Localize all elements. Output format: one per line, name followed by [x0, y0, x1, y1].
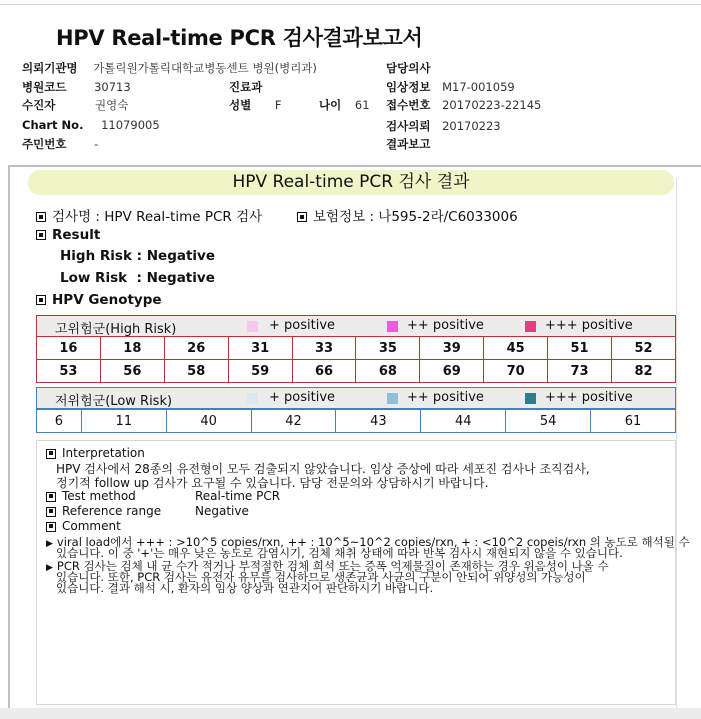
- receipt-no-label: 접수번호: [386, 98, 431, 112]
- department-label: 진료과: [229, 80, 263, 94]
- header-physician: [386, 60, 430, 76]
- header-sex: [229, 97, 282, 113]
- sex-value: F: [274, 98, 282, 112]
- triangle-bullet-icon: ▶: [46, 539, 53, 549]
- result-report-label: 결과보고: [386, 137, 431, 151]
- low-risk-title: 저위험군(Low Risk): [55, 394, 173, 409]
- institution-value: 가톨릭원가톨릭대학교병동센트 병원(병리과): [93, 61, 317, 75]
- genotype-cell: 56: [100, 360, 164, 383]
- bullet-square-icon: [46, 449, 56, 459]
- high-risk-row-2: [37, 360, 676, 383]
- header-request-date: [386, 118, 501, 134]
- genotype-cell: 70: [484, 360, 548, 383]
- genotype-cell: 82: [612, 360, 676, 383]
- interpretation-line-2: 정기적 follow up 검사가 요구될 수 있습니다. 담당 전문의와 상담하시기 바랍니다.: [56, 476, 489, 490]
- frame-bottom: [0, 708, 701, 719]
- genotype-cell: 52: [612, 337, 676, 360]
- bullet-square-icon: [297, 212, 307, 222]
- genotype-cell: 61: [591, 410, 676, 433]
- test-name-row: [36, 205, 262, 225]
- genotype-cell: 35: [356, 337, 420, 360]
- genotype-cell: 18: [100, 337, 164, 360]
- low-legend-plusplusplus-swatch: [525, 393, 536, 404]
- bullet-square-icon: [46, 492, 56, 502]
- comment-2-line-2: 있습니다. 또한, PCR 검사는 유전자 유무를 검사하므로 생존균과 사균의 구분이 안되어 위양성의 가능성이: [56, 570, 586, 584]
- header-department: [229, 79, 262, 95]
- genotype-cell: 31: [228, 337, 292, 360]
- result-label: Result: [52, 227, 101, 243]
- header-recipient: [22, 97, 128, 113]
- comment-label: Comment: [62, 519, 121, 533]
- genotype-cell: 42: [251, 410, 336, 433]
- genotype-cell: 54: [506, 410, 591, 433]
- header-resident-no: [22, 136, 98, 152]
- genotype-heading: [36, 292, 162, 308]
- header-result-report: [386, 136, 430, 152]
- physician-label: 담당의사: [386, 61, 431, 75]
- genotype-cell: 11: [81, 410, 166, 433]
- test-name: 검사명 : HPV Real-time PCR 검사: [52, 209, 263, 225]
- interpretation-label: Interpretation: [62, 446, 145, 460]
- test-method-row: [46, 489, 136, 503]
- reference-range-row: [46, 504, 161, 518]
- header-institution: [22, 60, 317, 76]
- low-legend-plus-label: + positive: [269, 390, 336, 405]
- insurance-info: 보험정보 : 나595-2라/C6033006: [313, 209, 518, 225]
- request-date-label: 검사의뢰: [386, 119, 431, 133]
- test-method-label: Test method: [62, 489, 136, 503]
- genotype-cell: 16: [37, 337, 101, 360]
- result-banner: HPV Real-time PCR 검사 결과: [28, 170, 674, 195]
- low-legend-plus-swatch: [247, 393, 258, 404]
- legend-plusplus-swatch: [387, 321, 398, 332]
- resident-no-label: 주민번호: [22, 137, 67, 151]
- institution-label: 의뢰기관명: [22, 61, 78, 75]
- resident-no-value: -: [94, 137, 99, 151]
- clinical-info-label: 임상정보: [386, 80, 431, 94]
- comment-1-line-2: 있습니다. 이 중 '+'는 매우 낮은 농도로 감염시기, 검체 채취 상태에 따라 반복 검사시 재현되지 않을 수 있습니다.: [56, 546, 623, 560]
- age-value: 61: [354, 98, 370, 112]
- genotype-cell: 6: [37, 410, 82, 433]
- request-date-value: 20170223: [442, 119, 501, 133]
- genotype-cell: 45: [484, 337, 548, 360]
- genotype-cell: 33: [292, 337, 356, 360]
- legend-plusplusplus-label: +++ positive: [545, 318, 633, 333]
- section-separator: [8, 165, 701, 167]
- comment-heading: [46, 519, 121, 533]
- insurance-row: [297, 205, 518, 225]
- genotype-cell: 26: [164, 337, 228, 360]
- result-heading: [36, 227, 100, 243]
- test-method-value: Real-time PCR: [195, 489, 281, 503]
- genotype-cell: 59: [228, 360, 292, 383]
- low-legend-plusplus-label: ++ positive: [407, 390, 484, 405]
- header-hospital-code: [22, 79, 131, 95]
- low-legend-plusplusplus-label: +++ positive: [545, 390, 633, 405]
- report-title: HPV Real-time PCR 검사결과보고서: [56, 26, 423, 50]
- high-risk-title: 고위험군(High Risk): [55, 322, 177, 337]
- chart-label: Chart No.: [22, 118, 84, 132]
- low-risk-table: [36, 409, 676, 433]
- genotype-cell: 73: [548, 360, 612, 383]
- header-age: [319, 97, 370, 113]
- interpretation-line-1: HPV 검사에서 28종의 유전형이 모두 검출되지 않았습니다. 임상 증상에 따라 세포진 검사나 조직검사,: [56, 462, 590, 476]
- comment-1-line-1: ▶ viral load에서 +++ : >10^5 copies/rxn, ++ : 10^5~10^2 copies/rxn, + : <10^2 copeis/rxn 의 농도로 해석될 수: [46, 535, 690, 549]
- recipient-value: 권영숙: [94, 98, 129, 112]
- reference-range-label: Reference range: [62, 504, 162, 518]
- top-rule: [0, 4, 701, 5]
- triangle-bullet-icon: ▶: [46, 563, 53, 573]
- bullet-square-icon: [46, 522, 56, 532]
- genotype-cell: 40: [166, 410, 251, 433]
- legend-plusplus-label: ++ positive: [407, 318, 484, 333]
- chart-value: 11079005: [101, 118, 160, 132]
- genotype-cell: 58: [164, 360, 228, 383]
- low-risk-header: [36, 387, 676, 409]
- bullet-square-icon: [36, 230, 46, 240]
- low-risk-result: Low Risk : Negative: [60, 270, 215, 286]
- header-clinical-info: [386, 79, 515, 95]
- genotype-cell: 44: [421, 410, 506, 433]
- genotype-cell: 68: [356, 360, 420, 383]
- header-chart: [22, 118, 160, 132]
- legend-plusplusplus-swatch: [525, 321, 536, 332]
- receipt-no-value: 20170223-22145: [442, 98, 542, 112]
- low-risk-row-1: [37, 410, 676, 433]
- genotype-cell: 69: [420, 360, 484, 383]
- hospital-code-label: 병원코드: [22, 80, 67, 94]
- clinical-info-value: M17-001059: [442, 80, 515, 94]
- header-receipt-no: [386, 97, 541, 113]
- age-label: 나이: [319, 98, 342, 112]
- frame-left: [8, 165, 10, 710]
- genotype-cell: 39: [420, 337, 484, 360]
- high-risk-row-1: [37, 337, 676, 360]
- high-risk-header: [36, 315, 676, 337]
- interpretation-heading: [46, 446, 145, 460]
- genotype-cell: 43: [336, 410, 421, 433]
- comment-2-line-3: 있습니다. 결과 해석 시, 환자의 임상 양상과 연관지어 판단하시기 바랍니다.: [56, 581, 434, 595]
- genotype-cell: 53: [37, 360, 101, 383]
- recipient-label: 수진자: [22, 98, 56, 112]
- legend-plus-label: + positive: [269, 318, 336, 333]
- high-risk-result: High Risk : Negative: [60, 248, 215, 264]
- sex-label: 성별: [229, 98, 252, 112]
- hospital-code-value: 30713: [94, 80, 131, 94]
- high-risk-table: [36, 336, 676, 383]
- genotype-cell: 66: [292, 360, 356, 383]
- genotype-label: HPV Genotype: [52, 292, 162, 308]
- frame-right: [676, 178, 677, 708]
- reference-range-value: Negative: [195, 504, 249, 518]
- genotype-cell: 51: [548, 337, 612, 360]
- bullet-square-icon: [36, 212, 46, 222]
- bullet-square-icon: [46, 507, 56, 517]
- legend-plus-swatch: [247, 321, 258, 332]
- bullet-square-icon: [36, 295, 46, 305]
- comment-2-line-1: ▶ PCR 검사는 검체 내 균 수가 적거나 부적절한 검체 희석 또는 증폭 억제물질이 존재하는 경우 위음성이 나올 수: [46, 559, 609, 573]
- low-legend-plusplus-swatch: [387, 393, 398, 404]
